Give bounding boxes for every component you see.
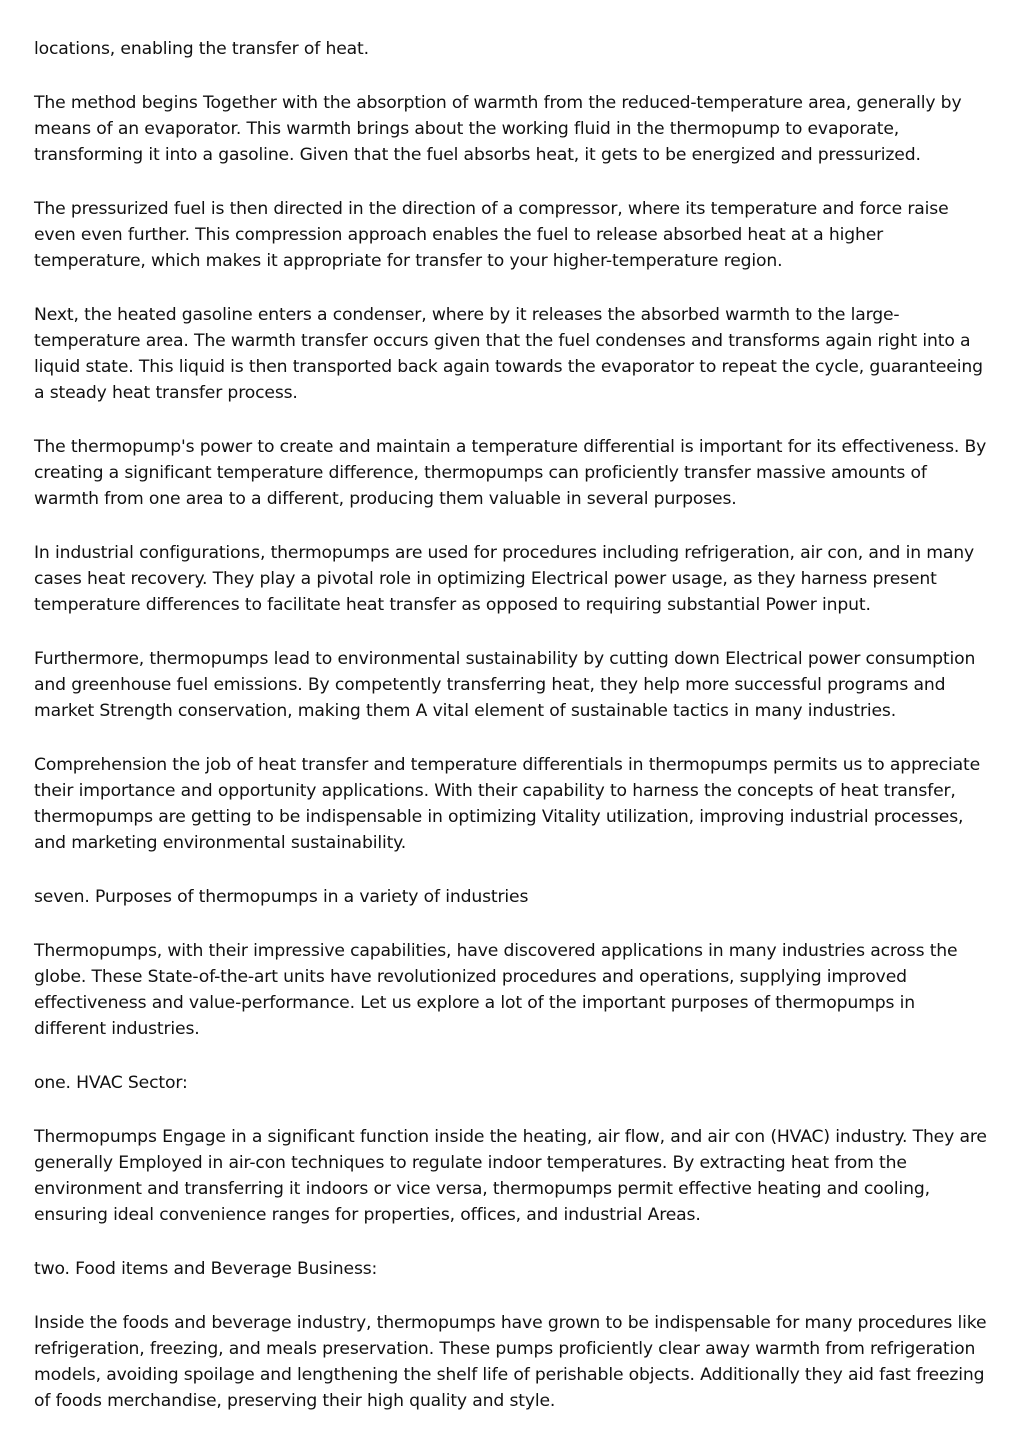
paragraph-condenser: Next, the heated gasoline enters a condenser, where by it releases the absorbed warmth to the large-temperature area. The warmth transfer occurs given that the fuel condenses and transforms again right into a liquid state. This liquid is then transported back again towards the evaporator to repeat the cycle, guaranteeing a steady heat transfer process. bbox=[34, 305, 983, 403]
paragraph-applications-intro: Thermopumps, with their impressive capabilities, have discovered applications in many industries across the globe. These State-of-the-art units have revolutionized procedures and operations, supplying improved effectiveness and value-performance. Let us explore a lot of the important purposes of thermopumps in different industries. bbox=[34, 941, 958, 1039]
subheading-hvac: one. HVAC Sector: bbox=[34, 1073, 188, 1093]
document-body bbox=[34, 36, 992, 1442]
paragraph-heat-transfer-fragment: locations, enabling the transfer of heat. bbox=[34, 39, 369, 59]
paragraph-environmental-sustainability: Furthermore, thermopumps lead to environmental sustainability by cutting down Electrical power consumption and greenhouse fuel emissions. By competently transferring heat, they help more successful programs and market Strength conservation, making them A vital element of sustainable tactics in many industries. bbox=[34, 649, 976, 721]
section-heading-applications: seven. Purposes of thermopumps in a variety of industries bbox=[34, 887, 529, 907]
subheading-food-beverage: two. Food items and Beverage Business: bbox=[34, 1259, 378, 1279]
paragraph-comprehension: Comprehension the job of heat transfer and temperature differentials in thermopumps permits us to appreciate their importance and opportunity applications. With their capability to harness the concepts of heat transfer, thermopumps are getting to be indispensable in optimizing Vitality utilization, improving industrial processes, and marketing environmental sustainability. bbox=[34, 755, 981, 853]
paragraph-compressor: The pressurized fuel is then directed in the direction of a compressor, where its temperature and force raise even even further. This compression approach enables the fuel to release absorbed heat at a higher temperature, which makes it appropriate for transfer to your higher-temperature region. bbox=[34, 199, 949, 271]
paragraph-industrial-configurations: In industrial configurations, thermopumps are used for procedures including refrigeration, air con, and in many cases heat recovery. They play a pivotal role in optimizing Electrical power usage, as they harness present temperature differences to facilitate heat transfer as opposed to requiring substantial Power input. bbox=[34, 543, 975, 615]
paragraph-temperature-differential: The thermopump's power to create and maintain a temperature differential is important for its effectiveness. By creating a significant temperature difference, thermopumps can proficiently transfer massive amounts of warmth from one area to a different, producing them valuable in several purposes. bbox=[34, 437, 987, 509]
paragraph-food-beverage: Inside the foods and beverage industry, thermopumps have grown to be indispensable for many procedures like refrigeration, freezing, and meals preservation. These pumps proficiently clear away warmth from refrigeration models, avoiding spoilage and lengthening the shelf life of perishable objects. Additionally they aid fast freezing of foods merchandise, preserving their high quality and style. bbox=[34, 1313, 987, 1411]
paragraph-absorption: The method begins Together with the absorption of warmth from the reduced-temperature area, generally by means of an evaporator. This warmth brings about the working fluid in the thermopump to evaporate, transforming it into a gasoline. Given that the fuel absorbs heat, it gets to be energized and pressurized. bbox=[34, 93, 962, 165]
paragraph-hvac: Thermopumps Engage in a significant function inside the heating, air flow, and air con (HVAC) industry. They are generally Employed in air-con techniques to regulate indoor temperatures. By extracting heat from the environment and transferring it indoors or vice versa, thermopumps permit effective heating and cooling, ensuring ideal convenience ranges for properties, offices, and industrial Areas. bbox=[34, 1127, 987, 1225]
